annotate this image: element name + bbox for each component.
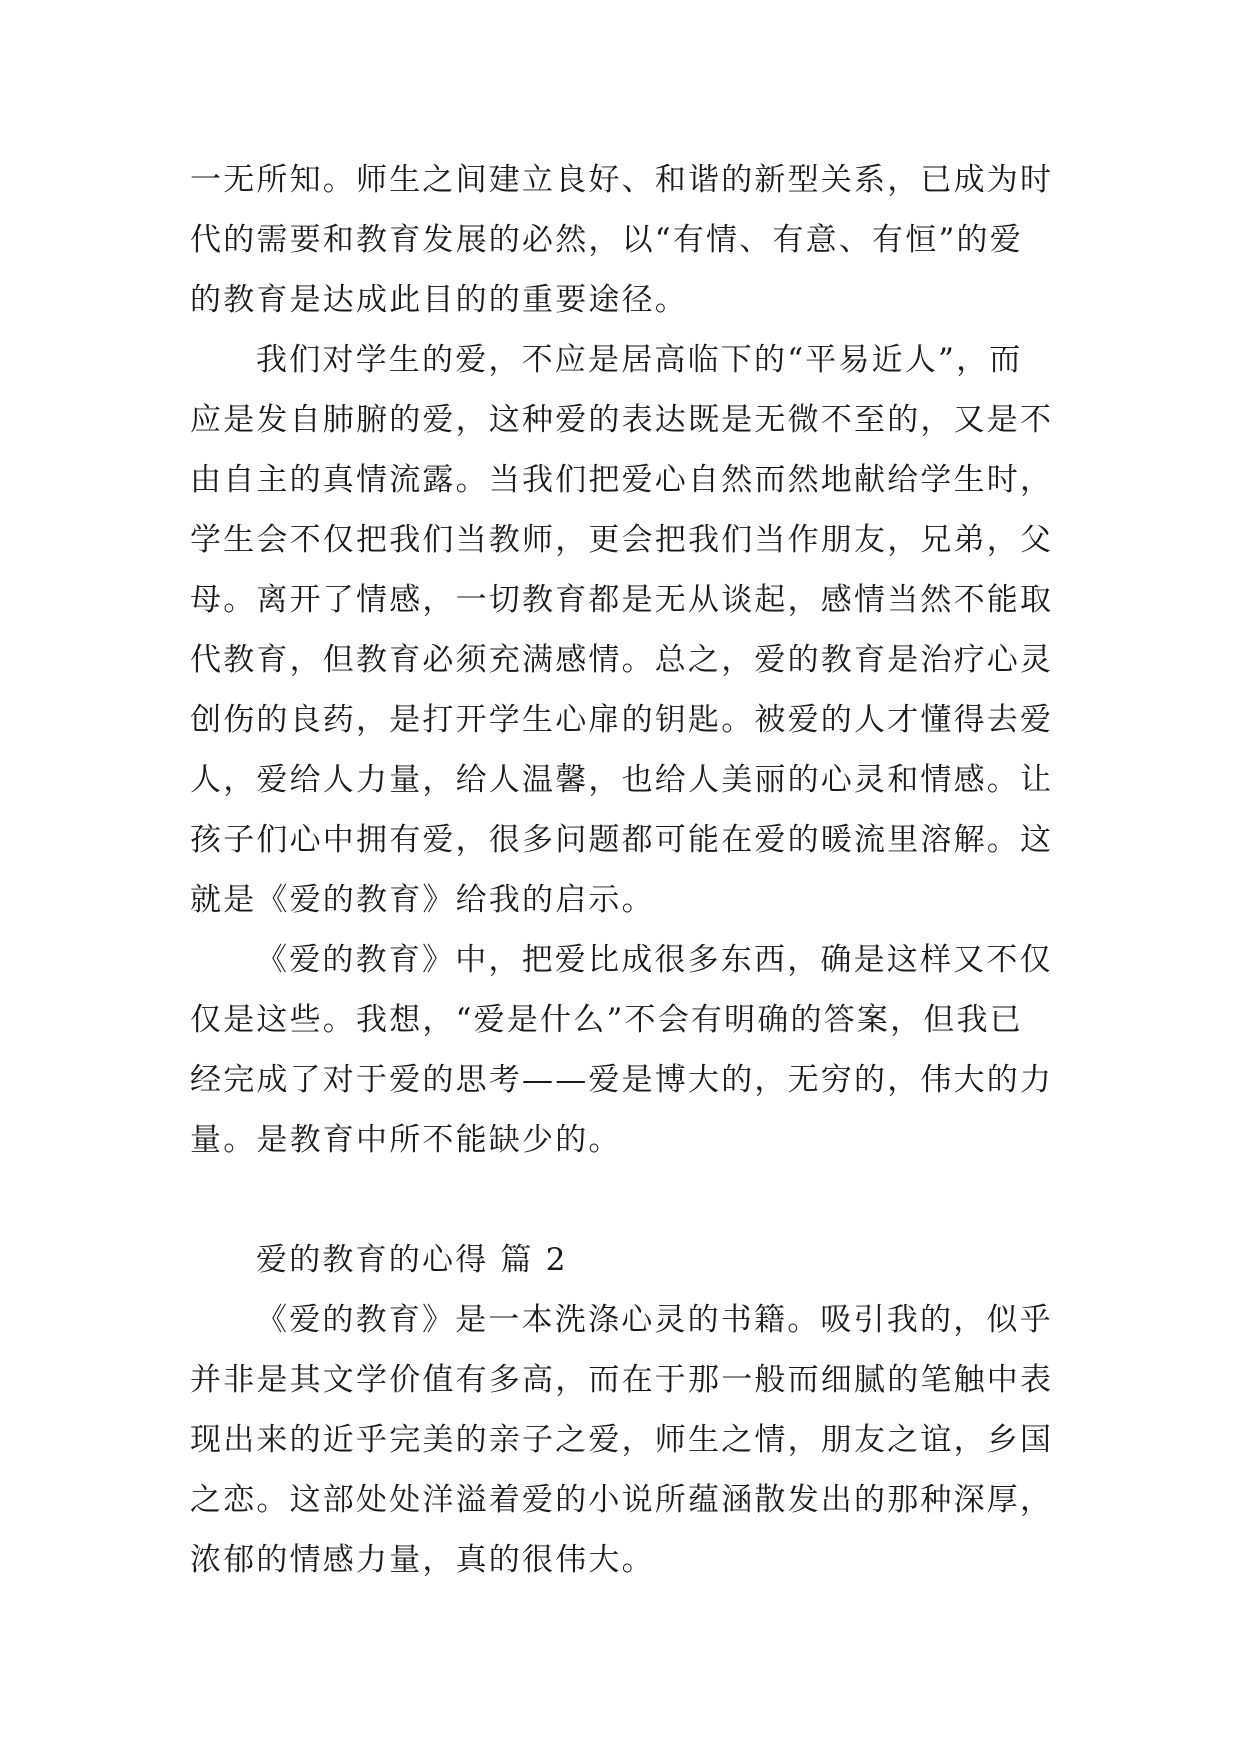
text-line: 学生会不仅把我们当教师，更会把我们当作朋友，兄弟，父	[190, 522, 1054, 558]
paragraph-4	[190, 1290, 1070, 1590]
text-line: 由自主的真情流露。当我们把爱心自然而然地献给学生时，	[190, 462, 1054, 498]
document-body	[190, 150, 1070, 1590]
blank-line	[190, 1170, 1070, 1230]
text-line: 之恋。这部处处洋溢着爱的小说所蕴涵散发出的那种深厚，	[190, 1482, 1054, 1518]
text-line: 创伤的良药，是打开学生心扉的钥匙。被爱的人才懂得去爱	[190, 702, 1054, 738]
section-heading: 爱的教育的心得 篇 2	[256, 1242, 568, 1278]
text-line: 代教育，但教育必须充满感情。总之，爱的教育是治疗心灵	[190, 642, 1054, 678]
paragraph-2	[190, 330, 1070, 930]
text-line: 一无所知。师生之间建立良好、和谐的新型关系，已成为时	[190, 162, 1054, 198]
text-line: 的教育是达成此目的的重要途径。	[190, 282, 688, 318]
text-line: 并非是其文学价值有多高，而在于那一般而细腻的笔触中表	[190, 1362, 1054, 1398]
text-line: 母。离开了情感，一切教育都是无从谈起，感情当然不能取	[190, 582, 1054, 618]
text-line: 我们对学生的爱，不应是居高临下的“平易近人”，而	[256, 342, 1023, 378]
text-line: 《爱的教育》中，把爱比成很多东西，确是这样又不仅	[256, 942, 1053, 978]
text-line: 应是发自肺腑的爱，这种爱的表达既是无微不至的，又是不	[190, 402, 1054, 438]
text-line: 量。是教育中所不能缺少的。	[190, 1122, 622, 1158]
text-line: 现出来的近乎完美的亲子之爱，师生之情，朋友之谊，乡国	[190, 1422, 1054, 1458]
text-line: 浓郁的情感力量，真的很伟大。	[190, 1542, 655, 1578]
text-line: 人，爱给人力量，给人温馨，也给人美丽的心灵和情感。让	[190, 762, 1054, 798]
text-line: 仅是这些。我想，“爱是什么”不会有明确的答案，但我已	[190, 1002, 1023, 1038]
paragraph-3	[190, 930, 1070, 1170]
text-line: 孩子们心中拥有爱，很多问题都可能在爱的暖流里溶解。这	[190, 822, 1054, 858]
text-line: 《爱的教育》是一本洗涤心灵的书籍。吸引我的，似乎	[256, 1302, 1053, 1338]
text-line: 就是《爱的教育》给我的启示。	[190, 882, 655, 918]
text-line: 经完成了对于爱的思考——爱是博大的，无穷的，伟大的力	[190, 1062, 1054, 1098]
paragraph-1	[190, 150, 1070, 330]
text-line: 代的需要和教育发展的必然，以“有情、有意、有恒”的爱	[190, 222, 1023, 258]
